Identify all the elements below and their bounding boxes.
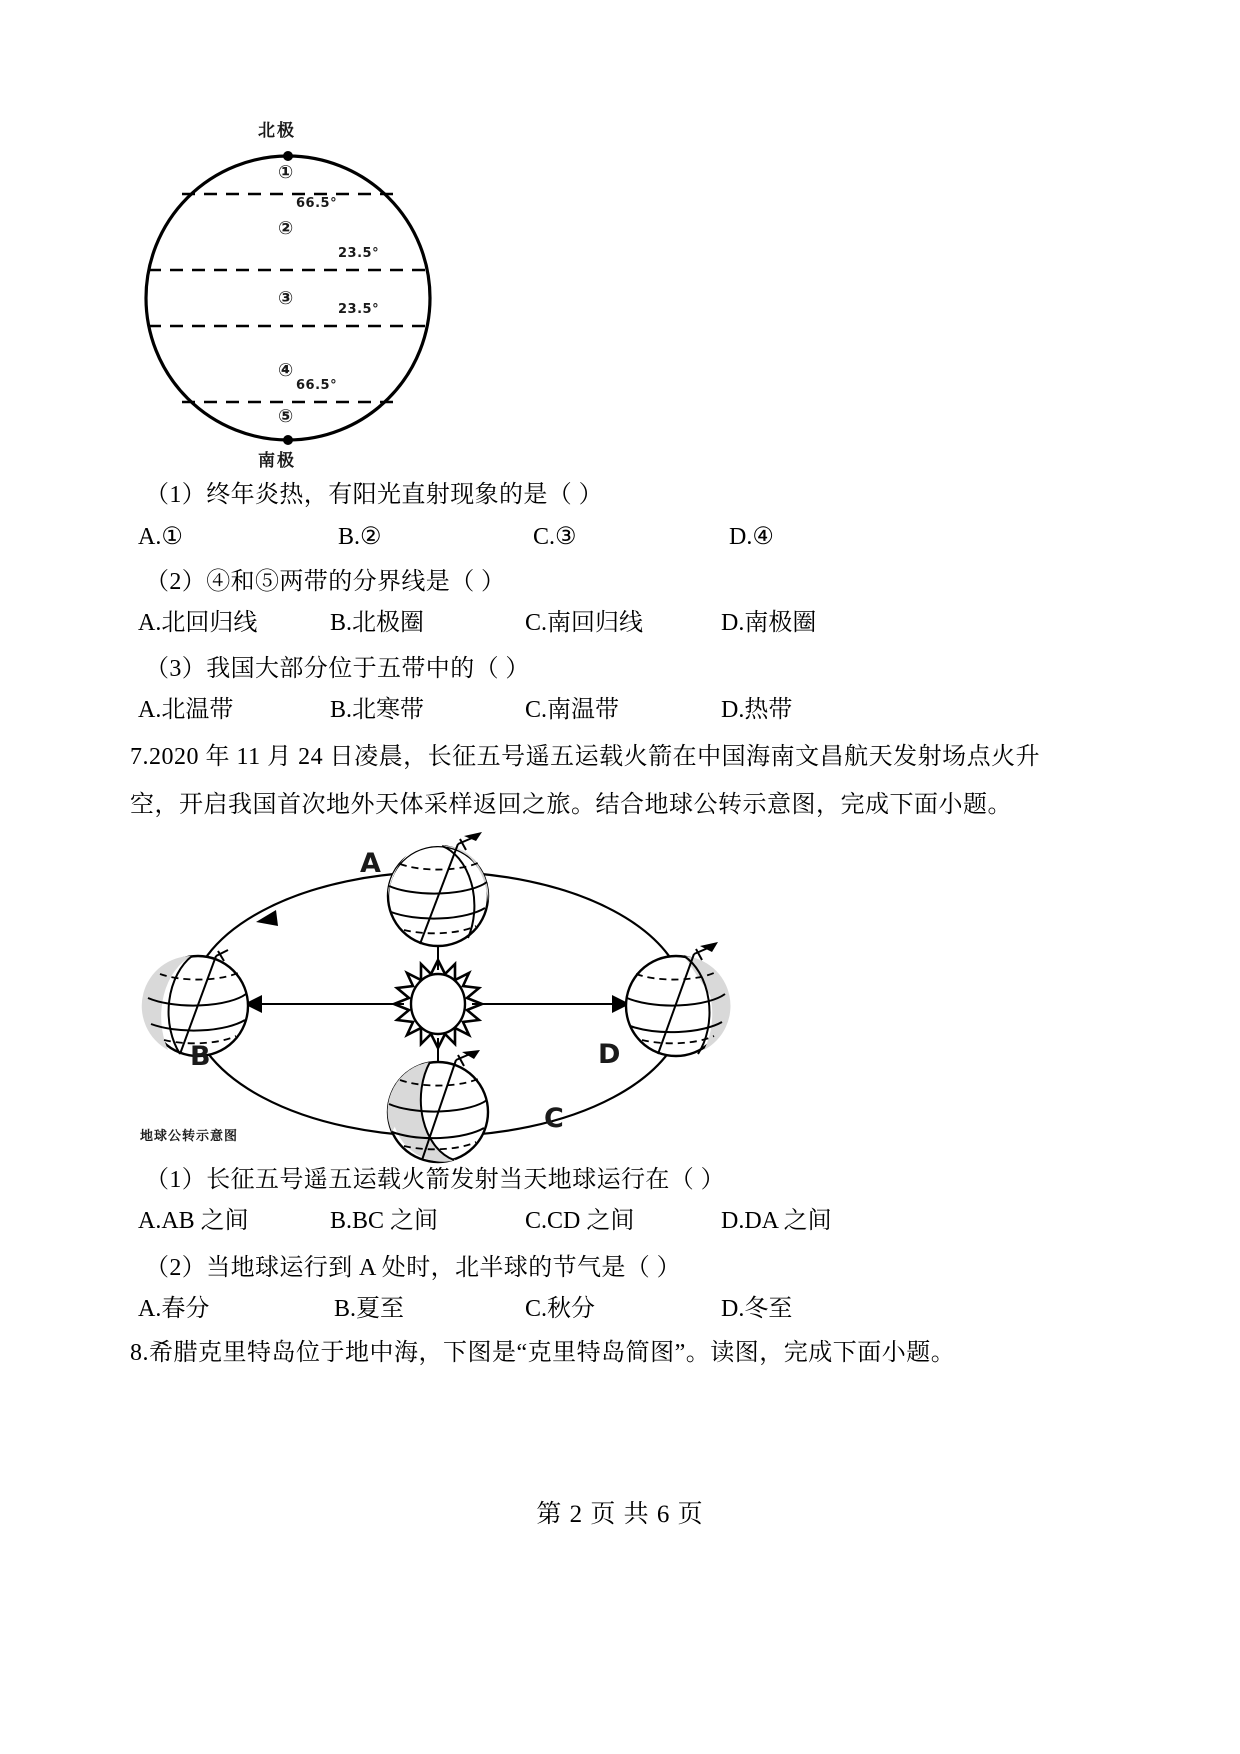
q6-3-stem: （3）我国大部分位于五带中的（ ） (145, 656, 530, 682)
q6-3-option-a[interactable]: A.北温带 (138, 697, 234, 723)
earth-position-d (626, 942, 730, 1056)
north-pole-label: 北极 (258, 121, 296, 141)
q6-3-option-c[interactable]: C.南温带 (525, 697, 620, 723)
q6-1-option-d[interactable]: D.④ (729, 524, 774, 550)
q6-2-option-b[interactable]: B.北极圈 (330, 610, 425, 636)
q6-2-options (138, 608, 958, 638)
q6-1-option-b[interactable]: B.② (338, 524, 382, 550)
q6-2-option-a[interactable]: A.北回归线 (138, 610, 258, 636)
q6-2-option-d[interactable]: D.南极圈 (721, 610, 817, 636)
q7-2-option-b[interactable]: B.夏至 (334, 1296, 405, 1322)
q7-2-option-a[interactable]: A.春分 (138, 1296, 210, 1322)
q7-1-stem: （1）长征五号遥五运载火箭发射当天地球运行在（ ） (145, 1167, 725, 1193)
q7-1-options (138, 1206, 958, 1236)
q7-2-options (138, 1294, 958, 1324)
q7-1-option-c[interactable]: C.CD 之间 (525, 1208, 635, 1234)
revolution-figure-caption: 地球公转示意图 (140, 1129, 239, 1144)
q6-2-stem: （2）④和⑤两带的分界线是（ ） (145, 569, 506, 595)
zone-label-1: ① (278, 162, 295, 183)
q8-passage: 8.希腊克里特岛位于地中海，下图是“克里特岛简图”。读图，完成下面小题。 (130, 1340, 956, 1366)
zone-label-3: ③ (278, 288, 295, 309)
south-pole-label: 南极 (258, 451, 296, 471)
q7-1-option-a[interactable]: A.AB 之间 (138, 1208, 249, 1234)
zone-label-4: ④ (278, 360, 295, 381)
zone-label-2: ② (278, 218, 295, 239)
q7-2-option-d[interactable]: D.冬至 (721, 1296, 793, 1322)
earth-position-c (388, 1050, 488, 1162)
latitude-label-capricorn: 23.5° (338, 302, 380, 317)
zone-label-5: ⑤ (278, 406, 295, 427)
q7-passage-line-2: 空，开启我国首次地外天体采样返回之旅。结合地球公转示意图，完成下面小题。 (130, 792, 1012, 818)
earth-label-d: D (598, 1039, 622, 1070)
q7-2-stem: （2）当地球运行到 A 处时，北半球的节气是（ ） (145, 1255, 682, 1281)
q6-1-stem: （1）终年炎热，有阳光直射现象的是（ ） (145, 482, 603, 508)
latitude-label-cancer: 23.5° (338, 246, 380, 261)
q6-1-option-c[interactable]: C.③ (533, 524, 577, 550)
five-zones-figure (140, 121, 440, 471)
q6-1-options (138, 522, 958, 552)
page-footer: 第 2 页 共 6 页 (536, 1501, 704, 1528)
earth-revolution-figure (128, 836, 748, 1166)
q7-passage-line-1: 7.2020 年 11 月 24 日凌晨，长征五号遥五运载火箭在中国海南文昌航天发射场点火升 (130, 744, 1041, 770)
q6-1-option-a[interactable]: A.① (138, 524, 183, 550)
latitude-label-arctic: 66.5° (296, 196, 338, 211)
latitude-label-antarctic: 66.5° (296, 378, 338, 393)
q6-2-option-c[interactable]: C.南回归线 (525, 610, 644, 636)
earth-label-a: A (360, 848, 382, 879)
q7-1-option-b[interactable]: B.BC 之间 (330, 1208, 439, 1234)
earth-label-b: B (190, 1041, 212, 1072)
earth-position-a (388, 832, 488, 946)
q6-3-option-b[interactable]: B.北寒带 (330, 697, 425, 723)
q6-3-options (138, 695, 958, 725)
q7-1-option-d[interactable]: D.DA 之间 (721, 1208, 832, 1234)
sun-symbol (394, 960, 482, 1048)
q7-2-option-c[interactable]: C.秋分 (525, 1296, 596, 1322)
earth-label-c: C (544, 1103, 565, 1134)
q6-3-option-d[interactable]: D.热带 (721, 697, 793, 723)
